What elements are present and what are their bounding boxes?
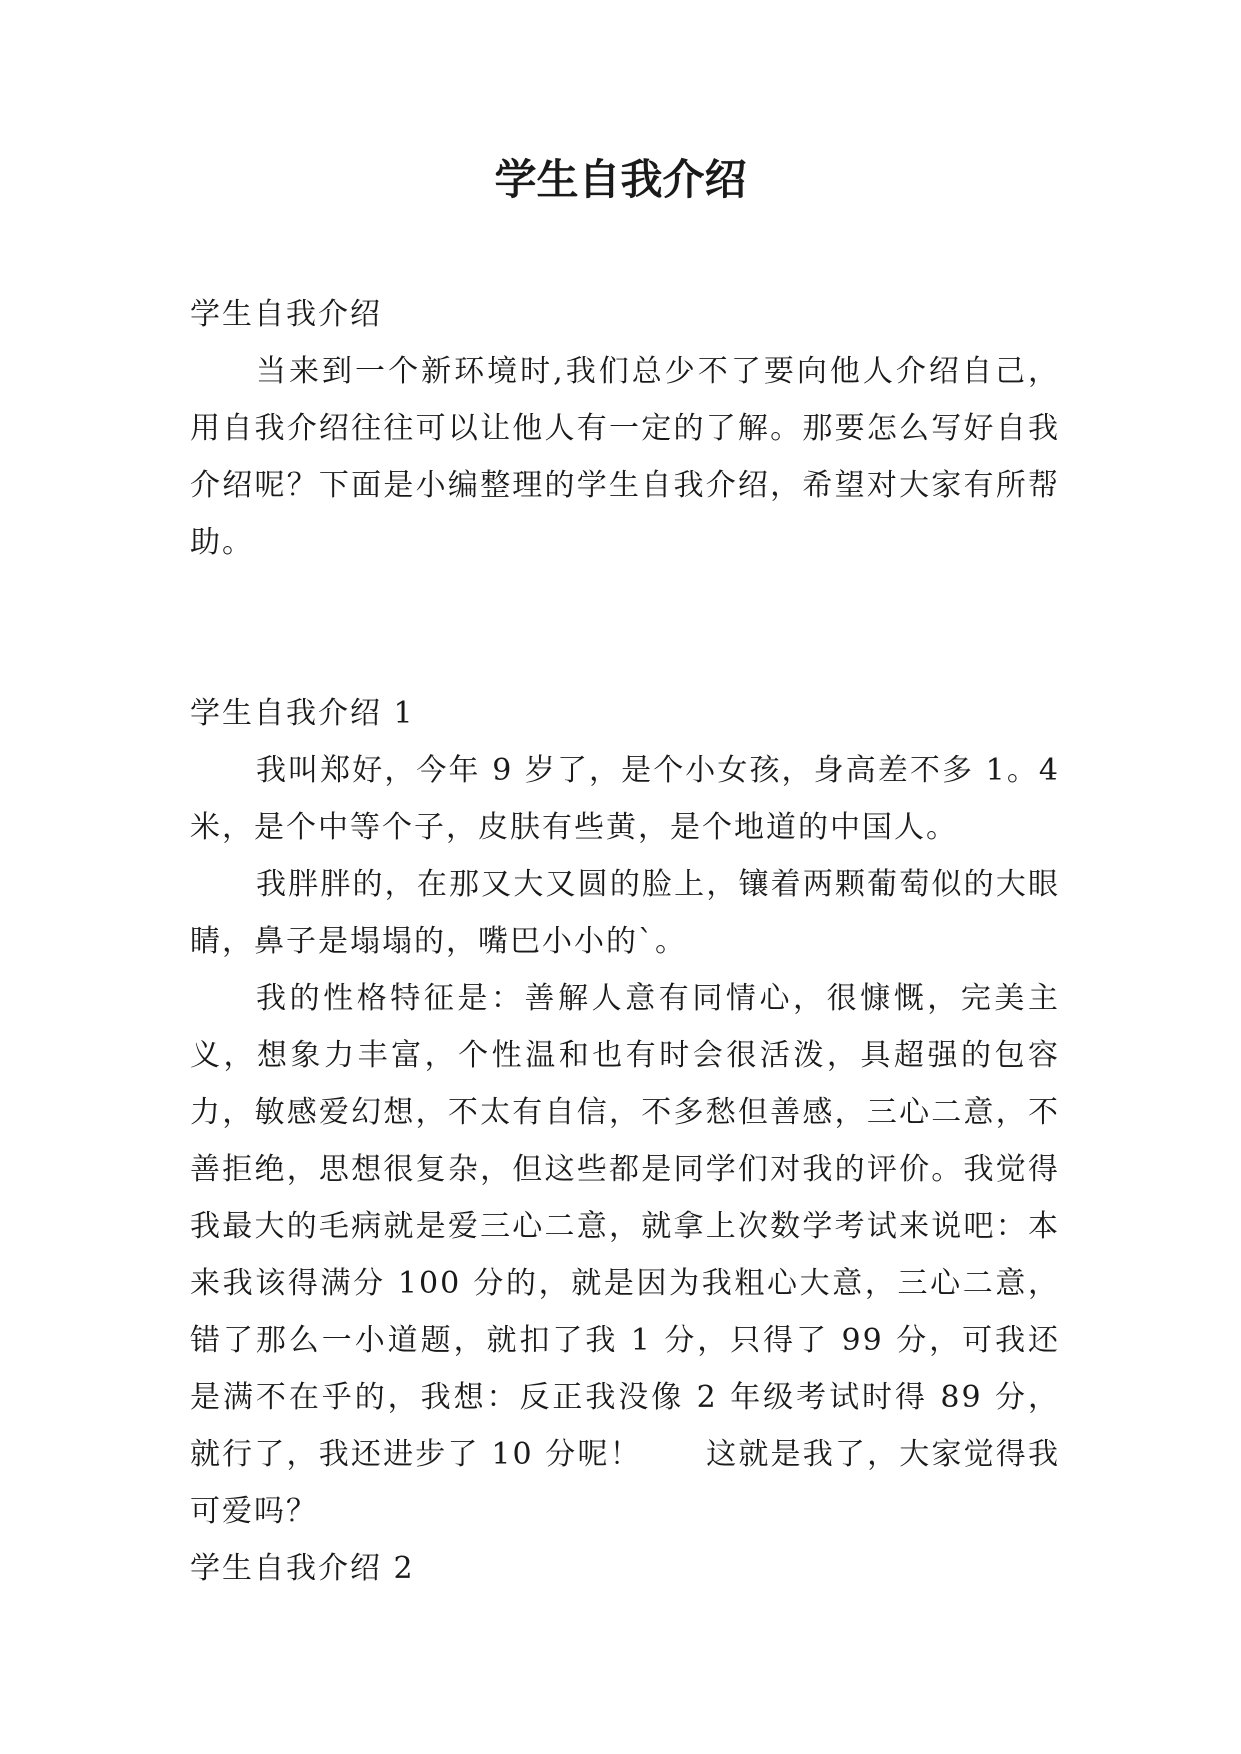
document-title: 学生自我介绍 [494, 155, 747, 204]
intro-heading: 学生自我介绍 [190, 297, 382, 332]
section-1-paragraph-2: 我胖胖的，在那又大又圆的脸上，镶着两颗葡萄似的大眼睛，鼻子是塌塌的，嘴巴小小的`。 [190, 867, 1060, 959]
section-1-heading: 学生自我介绍 1 [190, 696, 415, 731]
intro-paragraph: 当来到一个新环境时,我们总少不了要向他人介绍自己，用自我介绍往往可以让他人有一定的了解。那要怎么写好自我介绍呢？下面是小编整理的学生自我介绍，希望对大家有所帮助。 [190, 354, 1060, 560]
section-1-paragraph-1: 我叫郑好，今年 9 岁了，是个小女孩，身高差不多 1。4 米，是个中等个子，皮肤有些黄，是个地道的中国人。 [190, 753, 1060, 845]
document-body [190, 286, 1060, 1597]
section-2-heading: 学生自我介绍 2 [190, 1551, 415, 1586]
section-1-paragraph-3: 我的性格特征是：善解人意有同情心，很慷慨，完美主义，想象力丰富，个性温和也有时会很活泼，具超强的包容力，敏感爱幻想，不太有自信，不多愁但善感，三心二意，不善拒绝，思想很复杂，但这些都是同学们对我的评价。我觉得我最大的毛病就是爱三心二意，就拿上次数学考试来说吧：本来我该得满分 100 分的，就是因为我粗心大意，三心二意，错了那么一小道题，就扣了我 1 分，只得了 99 分，可我还是满不在乎的，我想：反正我没像 2 年级考试时得 89 分，就行了，我还进步了 10 分呢！ 这就是我了，大家觉得我可爱吗？ [190, 981, 1060, 1529]
section-spacer [190, 571, 1060, 685]
